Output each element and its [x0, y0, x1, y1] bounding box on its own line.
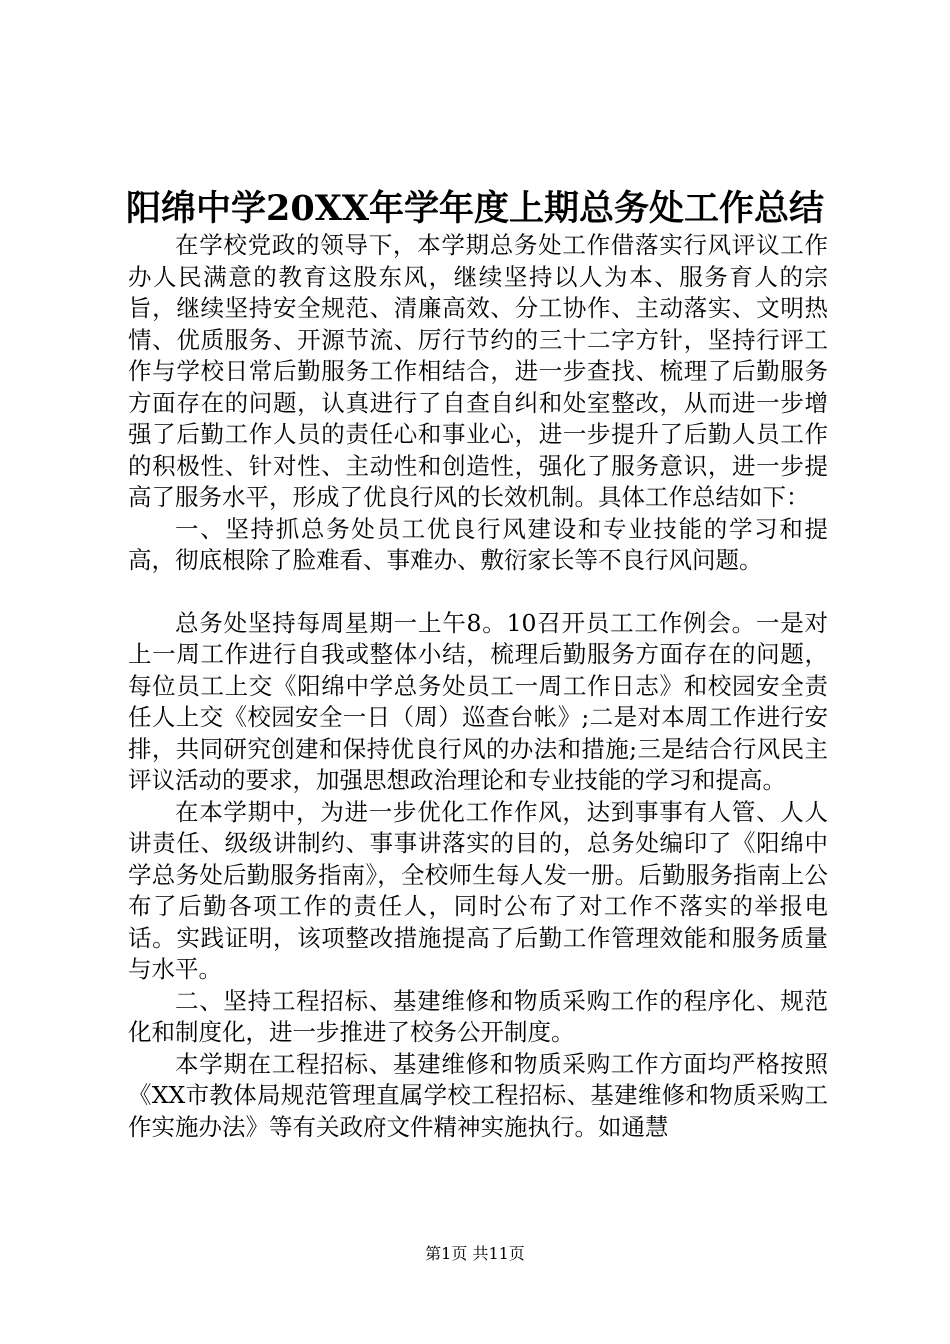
paragraph-intro: 在学校党政的领导下，本学期总务处工作借落实行风评议工作办人民满意的教育这股东风，继续坚持以人为本、服务育人的宗旨，继续坚持安全规范、清廉高效、分工协作、主动落实、文明热情、优质服务、开源节流、厉行节约的三十二字方针，坚持行评工作与学校日常后勤服务工作相结合，进一步查找、梳理了后勤服务方面存在的问题，认真进行了自查自纠和处室整改，从而进一步增强了后勤工作人员的责任心和事业心，进一步提升了后勤人员工作的积极性、针对性、主动性和创造性，强化了服务意识，进一步提高了服务水平，形成了优良行风的长效机制。具体工作总结如下： [128, 231, 828, 511]
paragraph-section-2-heading: 二、坚持工程招标、基建维修和物质采购工作的程序化、规范化和制度化，进一步推进了校务公开制度。 [128, 986, 828, 1046]
paragraph-procurement: 本学期在工程招标、基建维修和物质采购工作方面均严格按照《XX市教体局规范管理直属学校工程招标、基建维修和物质采购工作实施办法》等有关政府文件精神实施执行。如通慧 [128, 1049, 828, 1141]
page-footer: 第1页 共11页 [425, 1244, 525, 1263]
paragraph-section-1-heading: 一、坚持抓总务处员工优良行风建设和专业技能的学习和提高，彻底根除了脸难看、事难办、敷衍家长等不良行风问题。 [128, 514, 828, 574]
paragraph-weekly-meeting: 总务处坚持每周星期一上午8。10召开员工工作例会。一是对上一周工作进行自我或整体小结，梳理后勤服务方面存在的问题，每位员工上交《阳绵中学总务处员工一周工作日志》和校园安全责任人上交《校园安全一日（周）巡查台帐》;二是对本周工作进行安排，共同研究创建和保持优良行风的办法和措施;三是结合行风民主评议活动的要求，加强思想政治理论和专业技能的学习和提高。 [128, 608, 828, 794]
paragraph-service-guide: 在本学期中，为进一步优化工作作风，达到事事有人管、人人讲责任、级级讲制约、事事讲落实的目的，总务处编印了《阳绵中学总务处后勤服务指南》，全校师生每人发一册。后勤服务指南上公布了后勤各项工作的责任人，同时公布了对工作不落实的举报电话。实践证明，该项整改措施提高了后勤工作管理效能和服务质量与水平。 [128, 797, 828, 983]
document-title: 阳绵中学20XX年学年度上期总务处工作总结 [125, 188, 825, 229]
document-body [128, 230, 828, 1143]
